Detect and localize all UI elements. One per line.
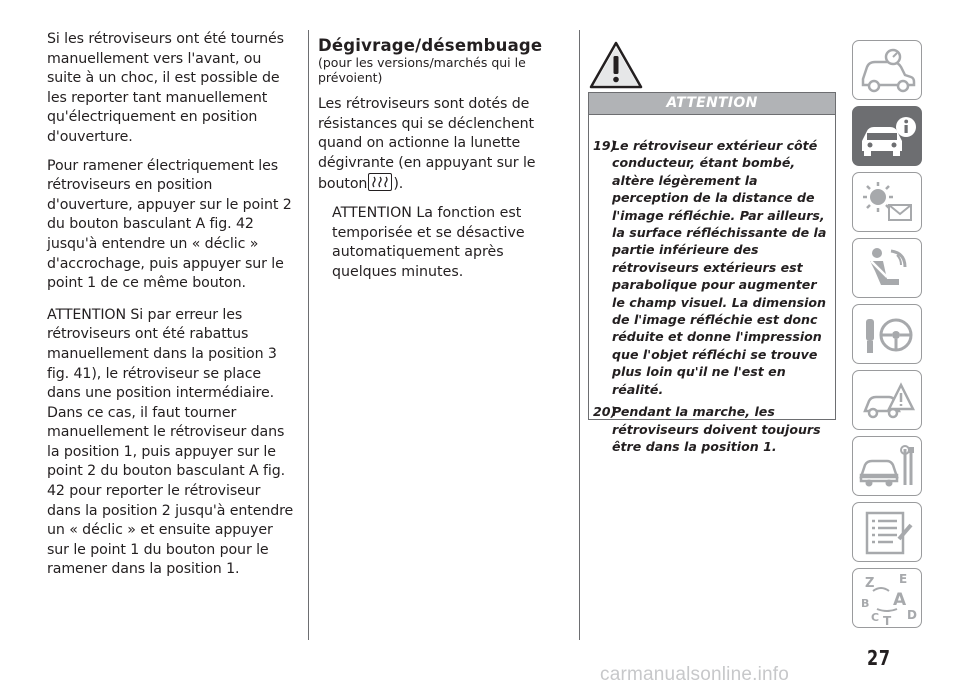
- warning-items: [589, 115, 835, 455]
- index-letter: A: [893, 590, 907, 610]
- specifications-list-icon: [853, 503, 923, 563]
- warning-lights-icon: [853, 173, 923, 233]
- column-1: [47, 30, 297, 589]
- paragraph-attention-timer: ATTENTION La fonction est temporisée et se désactive automatiquement après quelques minutes.: [332, 204, 525, 280]
- tab-maintenance[interactable]: [852, 436, 922, 496]
- paragraph-manual-reposition: Si les rétroviseurs ont été tournés manuellement vers l'avant, ou suite à un choc, il est possible de les reporter tant manuellement qu'électriquement en position d'ouverture.: [47, 31, 284, 145]
- seatbelt-airbag-icon: [853, 239, 923, 299]
- page-number: 27: [866, 646, 891, 670]
- warning-item: [593, 137, 829, 398]
- section-heading: Dégivrage/désembuage: [318, 36, 543, 55]
- warning-item: [593, 403, 829, 455]
- index-letter: C: [871, 611, 880, 624]
- warning-item-number: 20): [593, 404, 617, 420]
- index-letter: T: [883, 614, 892, 628]
- chapter-tabs: [852, 40, 922, 634]
- warning-item-number: 19): [593, 138, 617, 153]
- index-letter: D: [907, 608, 917, 622]
- car-service-tools-icon: [853, 437, 923, 497]
- car-dashboard-icon: [853, 41, 923, 101]
- column-2: [318, 30, 568, 282]
- index-letter: Z: [865, 576, 875, 591]
- paragraph-electric-reposition: Pour ramener électriquement les rétroviseurs en position d'ouverture, appuyer sur le point 2 du bouton basculant A fig. 42 jusqu'à entendre un « déclic » d'accrochage, puis appuyer sur le point 1 de ce même bouton.: [47, 157, 292, 292]
- tab-dashboard[interactable]: [852, 40, 922, 100]
- emergency-warning-icon: [853, 371, 923, 431]
- tab-starting-driving[interactable]: [852, 304, 922, 364]
- warning-box: [588, 92, 836, 454]
- paragraph-defrost-text: Les rétroviseurs sont dotés de résistances qui se déclenchent quand on actionne la lunette dégivrante (en appuyant sur le bouton: [318, 96, 536, 193]
- tab-car-info[interactable]: [852, 106, 922, 166]
- rear-defrost-icon: [368, 173, 392, 191]
- section-subheading: (pour les versions/marchés qui le prévoient): [318, 55, 526, 85]
- tab-specifications[interactable]: [852, 502, 922, 562]
- paragraph-defrost-end: ).: [393, 176, 404, 193]
- warning-title: ATTENTION: [589, 93, 835, 115]
- car-info-icon: [853, 107, 923, 167]
- column-divider-2: [579, 30, 580, 640]
- index-letter: E: [899, 572, 908, 586]
- warning-item-text: Le rétroviseur extérieur côté conducteur, étant bombé, altère légèrement la perception de la distance de l'image réfléchie. Par ailleurs, la surface réfléchissante de la partie inférieure des rétroviseurs extérieurs est parabolique pour augmenter le champ visuel. La dimension de l'image réfléchie est donc réduite et donne l'impression que l'objet réfléchi se trouve plus loin qu'il ne l'est en réalité.: [612, 138, 827, 397]
- tab-index[interactable]: [852, 568, 922, 628]
- warning-item-text: Pendant la marche, les rétroviseurs doivent toujours être dans la position 1.: [612, 404, 821, 454]
- tab-safety[interactable]: [852, 238, 922, 298]
- alphabetical-index-icon: [853, 569, 923, 629]
- steering-key-icon: [853, 305, 923, 365]
- paragraph-defrost: [318, 95, 568, 195]
- warning-triangle-icon: [588, 40, 644, 90]
- index-letter: B: [861, 597, 870, 610]
- watermark: carmanualsonline.info: [600, 664, 790, 685]
- tab-emergency[interactable]: [852, 370, 922, 430]
- paragraph-attention-folded: ATTENTION Si par erreur les rétroviseurs ont été rabattus manuellement dans la position 3 fig. 41), le rétroviseur se place dans une position intermédiaire. Dans ce cas, il faut tourner manuellement le rétroviseur dans la position 1, puis appuyer sur le point 2 du bouton basculant A fig. 42 pour reporter le rétroviseur dans la position 2 jusqu'à entendre un « déclic » et ensuite appuyer sur le point 1 du bouton pour le ramener dans la position 1.: [47, 306, 294, 578]
- tab-warning-lights[interactable]: [852, 172, 922, 232]
- column-divider-1: [308, 30, 309, 640]
